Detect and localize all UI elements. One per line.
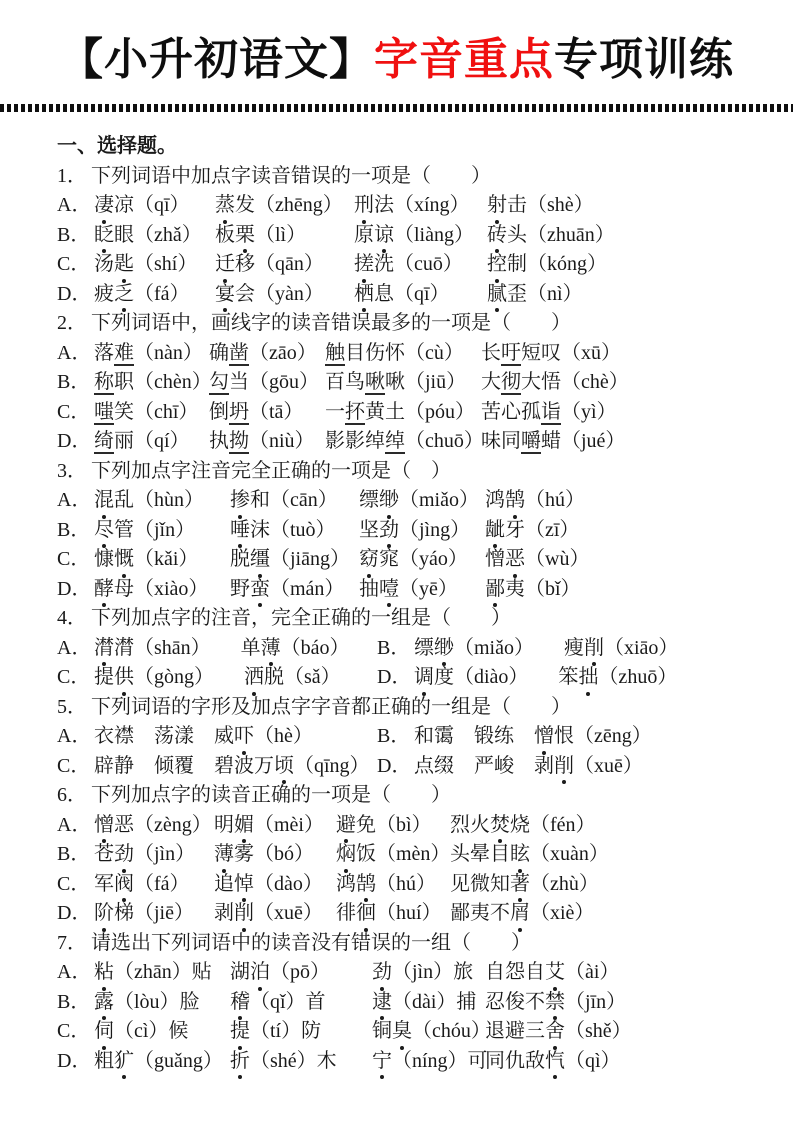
option-words: 点缀 严峻 剥削（xuē） [414, 752, 753, 782]
word-item: 鸿鹄（hú） [336, 870, 450, 900]
option-row [57, 1017, 753, 1047]
dotted-char: 焖 [336, 840, 356, 870]
questions-container [57, 162, 753, 1077]
dotted-char: 著 [510, 870, 530, 900]
word-item: 稽（qǐ）首 [230, 988, 372, 1018]
word-item: 倒坍（tā） [209, 400, 304, 423]
word-item: 掺和（cān） [230, 486, 359, 516]
dotted-char: 供 [114, 663, 134, 693]
word-item: 憎恶（wù） [485, 545, 753, 575]
word-item: 长吁短叹（xū） [481, 341, 621, 364]
underlined-char: 诣 [541, 400, 561, 423]
dotted-char: 憎 [534, 722, 554, 752]
word-item: 粘（zhān）贴 [94, 958, 230, 988]
option-label: D． [57, 430, 92, 452]
option-label: B． [57, 518, 91, 541]
dotted-char: 酵 [94, 575, 114, 605]
word-item: 缥缈（miǎo） [359, 486, 485, 516]
option-label: C． [57, 754, 91, 777]
word-item: 尽管（jǐn） [94, 516, 230, 546]
dotted-char: 腻 [487, 280, 507, 310]
question-number: 6． [57, 784, 87, 806]
word-item: 自怨自艾（ài） [485, 958, 753, 988]
word-item: 坚劲（jìng） [359, 516, 485, 546]
dotted-char: 宴 [215, 280, 235, 310]
dotted-char: 焚 [490, 811, 510, 841]
option-label: B． [57, 990, 91, 1013]
option-words: 衣襟 荡漾 威吓（hè） [94, 722, 377, 752]
word-item: 影影绰绰（chuō） [325, 430, 484, 452]
dotted-char: 薄 [261, 634, 281, 664]
option-label: A． [57, 813, 92, 836]
dotted-char: 凄 [94, 191, 114, 221]
dotted-char: 媚 [234, 811, 254, 841]
dotted-char: 折 [230, 1047, 250, 1077]
word-item: 绮丽（qí） [94, 430, 190, 452]
word-item: 野蛮（mán） [230, 575, 359, 605]
section-heading: 一、选择题。 [57, 135, 177, 157]
word-item: 鄙夷（bǐ） [485, 575, 753, 605]
word-item: 混乱（hùn） [94, 486, 230, 516]
dotted-char: 缈 [379, 486, 399, 516]
word-item: 退避三舍（shě） [485, 1017, 753, 1047]
option-row [57, 811, 753, 841]
option-row [57, 840, 753, 870]
question-stem [57, 604, 753, 634]
underlined-char: 嗤 [94, 400, 114, 423]
option-row [57, 752, 753, 782]
option-label: C． [57, 548, 91, 570]
word-item: 蒸发（zhēng） [215, 191, 354, 221]
dotted-separator [0, 104, 793, 112]
option-row [57, 339, 753, 369]
question-stem-text: 下列词语中加点字读音错误的一项是（ ） [91, 164, 491, 187]
dotted-char: 鄙 [485, 575, 505, 605]
option-label: C． [57, 872, 91, 895]
question-stem [57, 781, 753, 811]
underlined-char: 坍 [229, 400, 249, 423]
word-item: 苍劲（jìn） [94, 840, 214, 870]
option-row [57, 870, 753, 900]
option-label: A． [57, 636, 92, 659]
word-item: 味同嚼蜡（jué） [481, 430, 626, 452]
underlined-char: 彻 [501, 371, 521, 393]
option-row [57, 516, 753, 546]
dotted-char: 混 [94, 486, 114, 516]
dotted-char: 艾 [545, 958, 565, 988]
dotted-char: 伺 [94, 1017, 114, 1047]
word-item: 同仇敌忾（qì） [485, 1047, 753, 1077]
dotted-char: 慨 [114, 545, 134, 575]
dotted-char: 削 [234, 899, 254, 929]
dotted-char: 鹄 [356, 870, 376, 900]
option-row [57, 398, 753, 428]
dotted-char: 搓 [354, 250, 374, 280]
title-highlight: 字音重点 [374, 35, 554, 84]
page-title [0, 0, 793, 88]
dotted-char: 粘 [94, 958, 114, 988]
question-stem-text: 下列加点字注音完全正确的一项是（ ） [91, 459, 451, 482]
dotted-char: 鹄 [505, 486, 525, 516]
option-label: B． [377, 725, 411, 747]
dotted-char: 劲 [114, 840, 134, 870]
word-item: 明媚（mèi） [214, 811, 336, 841]
dotted-char: 忾 [545, 1047, 565, 1077]
dotted-char: 栗 [235, 221, 255, 251]
dotted-char: 劲 [379, 516, 399, 546]
word-item: 抽噎（yē） [359, 575, 485, 605]
underlined-char: 吁 [501, 341, 521, 364]
word-item: 折（shé）木 [230, 1047, 372, 1077]
underlined-char: 啾 [365, 371, 385, 393]
dotted-char: 徊 [356, 899, 376, 929]
question-stem [57, 162, 753, 192]
underlined-char: 绰 [385, 430, 405, 452]
question-number: 1． [57, 164, 87, 187]
word-item: 确凿（zāo） [209, 341, 317, 364]
word-item: 腻歪（nì） [487, 280, 753, 310]
dotted-char: 迁 [215, 250, 235, 280]
dotted-char: 憎 [94, 811, 114, 841]
word-item: 称职（chèn） [94, 371, 212, 393]
option-label: B． [377, 636, 411, 659]
option-row [57, 221, 753, 251]
option-row [57, 575, 753, 605]
option-label: D． [377, 666, 412, 688]
word-item: 龇牙（zī） [485, 516, 753, 546]
word-item: 鄙夷不屑（xiè） [450, 899, 753, 929]
underlined-char: 触 [325, 341, 345, 364]
option-row [57, 663, 753, 693]
underlined-char: 勾 [209, 371, 229, 393]
word-item: 粗犷（guǎng） [94, 1047, 230, 1077]
question-stem [57, 693, 753, 723]
option-label: D． [57, 577, 92, 600]
question-stem [57, 457, 753, 487]
word-item: 砖头（zhuān） [487, 221, 753, 251]
dotted-char: 砖 [487, 221, 507, 251]
dotted-char: 缈 [434, 634, 454, 664]
word-item: 射击（shè） [487, 191, 753, 221]
dotted-char: 拙 [578, 663, 598, 693]
option-label: D． [377, 754, 412, 777]
dotted-char: 龇 [485, 516, 505, 546]
word-item: 触目伤怀（cù） [325, 341, 464, 364]
word-item: 疲乏（fá） [94, 280, 215, 310]
word-item: 落难（nàn） [94, 341, 203, 364]
dotted-char: 削 [584, 634, 604, 664]
option-row [57, 899, 753, 929]
dotted-char: 刑 [354, 191, 374, 221]
word-item: 百鸟啾啾（jiū） [325, 371, 467, 393]
option-label: C． [57, 1020, 91, 1042]
option-words: 调度（diào） 笨拙（zhuō） [414, 663, 753, 693]
option-row [57, 634, 753, 664]
dotted-char: 臭 [392, 1017, 412, 1047]
question-number: 2． [57, 312, 87, 334]
dotted-char: 匙 [114, 250, 134, 280]
dotted-char: 掺 [230, 486, 250, 516]
word-item: 唾沫（tuò） [230, 516, 359, 546]
dotted-char: 眨 [94, 221, 114, 251]
underlined-char: 绮 [94, 430, 114, 452]
question-number: 5． [57, 695, 87, 718]
dotted-char: 宁 [372, 1047, 392, 1077]
option-row [57, 280, 753, 310]
dotted-char: 唾 [230, 516, 250, 546]
dotted-char: 阀 [114, 870, 134, 900]
word-item: 伺（cì）候 [94, 1017, 230, 1047]
dotted-char: 栖 [354, 280, 374, 310]
dotted-char: 避 [336, 811, 356, 841]
word-item: 板栗（lì） [215, 221, 354, 251]
question-number: 7． [57, 931, 87, 954]
word-item: 宴会（yàn） [215, 280, 354, 310]
option-row [57, 958, 753, 988]
option-row [57, 368, 753, 398]
dotted-char: 逮 [372, 988, 392, 1018]
option-words: 缥缈（miǎo） 瘦削（xiāo） [414, 634, 753, 664]
dotted-char: 顷 [274, 752, 294, 782]
word-item: 眨眼（zhǎ） [94, 221, 215, 251]
dotted-char: 薄 [214, 840, 234, 870]
option-row [57, 722, 753, 752]
dotted-char: 稽 [230, 988, 250, 1018]
word-item: 栖息（qī） [354, 280, 487, 310]
word-item: 露（lòu）脸 [94, 988, 230, 1018]
underlined-char: 称 [94, 371, 114, 393]
option-label: A． [57, 489, 92, 511]
dotted-char: 屑 [510, 899, 530, 929]
word-item: 酵母（xiào） [94, 575, 230, 605]
option-label: C． [57, 400, 91, 423]
word-item: 窈窕（yáo） [359, 545, 485, 575]
word-item: 勾当（gōu） [209, 371, 319, 393]
word-item: 避免（bì） [336, 811, 450, 841]
option-label: B． [57, 223, 91, 246]
word-item: 徘徊（huí） [336, 899, 450, 929]
dotted-char: 谅 [374, 221, 394, 251]
option-label: A． [57, 194, 92, 216]
word-item: 薄雾（bó） [214, 840, 336, 870]
word-item: 见微知著（zhù） [450, 870, 753, 900]
option-label: A． [57, 725, 92, 747]
word-item: 迁移（qān） [215, 250, 354, 280]
word-item: 头晕目眩（xuàn） [450, 840, 753, 870]
word-item: 焖饭（mèn） [336, 840, 450, 870]
underlined-char: 凿 [229, 341, 249, 364]
dotted-char: 乏 [114, 280, 134, 310]
dotted-char: 犷 [114, 1047, 134, 1077]
dotted-char: 潸 [94, 634, 114, 664]
word-item: 忍俊不禁（jīn） [485, 988, 753, 1018]
dotted-char: 禁 [545, 988, 565, 1018]
word-item: 搓洗（cuō） [354, 250, 487, 280]
dotted-char: 洒 [244, 663, 264, 693]
title-prefix: 【小升初语文】 [59, 35, 374, 84]
word-item: 脱缰（jiāng） [230, 545, 359, 575]
option-label: B． [57, 843, 91, 865]
question-stem-text: 下列加点字的注音，完全正确的一组是（ ） [91, 607, 511, 629]
word-item: 逮（dài）捕 [372, 988, 485, 1018]
option-label: C． [57, 666, 91, 688]
dotted-char: 射 [487, 191, 507, 221]
dotted-char: 蒸 [215, 191, 235, 221]
dotted-char: 蛮 [250, 575, 270, 605]
word-item: 劲（jìn）旅 [372, 958, 485, 988]
option-words: 和霭 锻练 憎恨（zēng） [414, 722, 753, 752]
word-item: 剥削（xuē） [214, 899, 336, 929]
word-item: 烈火焚烧（fén） [450, 811, 753, 841]
option-row [57, 988, 753, 1018]
word-item: 嗤笑（chī） [94, 400, 199, 423]
word-item: 军阀（fá） [94, 870, 214, 900]
dotted-char: 露 [94, 988, 114, 1018]
word-item: 鸿鹄（hú） [485, 486, 753, 516]
word-item: 阶梯（jiē） [94, 899, 214, 929]
option-label: A． [57, 341, 92, 364]
option-words: 辟静 倾覆 碧波万顷（qīng） [94, 752, 377, 782]
option-row [57, 486, 753, 516]
dotted-char: 舍 [545, 1017, 565, 1047]
option-words: 潸潸（shān） 单薄（báo） [94, 634, 377, 664]
word-item: 原谅（liàng） [354, 221, 487, 251]
dotted-char: 控 [487, 250, 507, 280]
question-stem-text: 请选出下列词语中的读音没有错误的一组（ ） [91, 931, 531, 954]
dotted-char: 恶 [505, 545, 525, 575]
word-item: 执拗（niù） [209, 430, 315, 452]
option-label: D． [57, 902, 92, 924]
word-item: 慷慨（kǎi） [94, 545, 230, 575]
dotted-char: 劲 [372, 958, 392, 988]
word-item: 一抔黄土（póu） [325, 400, 475, 423]
dotted-char: 削 [554, 752, 574, 782]
question-number: 3． [57, 459, 87, 482]
word-item: 铜臭（chóu） [372, 1017, 485, 1047]
word-item: 大彻大悟（chè） [481, 371, 629, 393]
word-item: 控制（kóng） [487, 250, 753, 280]
option-row [57, 250, 753, 280]
option-label: C． [57, 253, 91, 275]
option-label: D． [57, 282, 92, 305]
question-number: 4． [57, 607, 87, 629]
word-item: 憎恶（zèng） [94, 811, 214, 841]
option-words: 提供（gòng） 洒脱（sǎ） [94, 663, 377, 693]
title-suffix: 专项训练 [554, 35, 734, 84]
dotted-char: 泊 [250, 958, 270, 988]
word-item: 苦心孤诣（yì） [481, 400, 617, 423]
question-stem-text: 下列加点字的读音正确的一项是（ ） [91, 784, 451, 806]
dotted-char: 阶 [94, 899, 114, 929]
question-stem [57, 309, 753, 339]
underlined-char: 抔 [345, 400, 365, 423]
word-item: 追悼（dào） [214, 870, 336, 900]
underlined-char: 嚼 [521, 430, 541, 452]
word-item: 宁（níng）可 [372, 1047, 485, 1077]
option-label: A． [57, 961, 92, 983]
dotted-char: 缰 [250, 545, 270, 575]
dotted-char: 悼 [234, 870, 254, 900]
option-row [57, 1047, 753, 1077]
dotted-char: 吓 [234, 722, 254, 752]
option-row [57, 427, 753, 457]
underlined-char: 拗 [229, 430, 249, 452]
dotted-char: 调 [414, 663, 434, 693]
word-item: 刑法（xíng） [354, 191, 487, 221]
word-item: 湖泊（pō） [230, 958, 372, 988]
dotted-char: 窈 [359, 545, 379, 575]
word-item: 提（tí）防 [230, 1017, 372, 1047]
underlined-char: 难 [114, 341, 134, 364]
dotted-char: 眩 [510, 840, 530, 870]
dotted-char: 噎 [379, 575, 399, 605]
word-item: 凄凉（qī） [94, 191, 215, 221]
dotted-char: 尽 [94, 516, 114, 546]
option-row [57, 545, 753, 575]
dotted-char: 提 [230, 1017, 250, 1047]
question-stem [57, 929, 753, 959]
question-stem-text: 下列词语的字形及加点字字音都正确的一组是（ ） [91, 695, 571, 718]
option-label: D． [57, 1049, 92, 1072]
option-row [57, 191, 753, 221]
option-label: B． [57, 371, 91, 393]
question-stem-text: 下列词语中，画线字的读音错误最多的一项是（ ） [91, 312, 571, 334]
worksheet-content [0, 112, 793, 1076]
word-item: 汤匙（shí） [94, 250, 215, 280]
